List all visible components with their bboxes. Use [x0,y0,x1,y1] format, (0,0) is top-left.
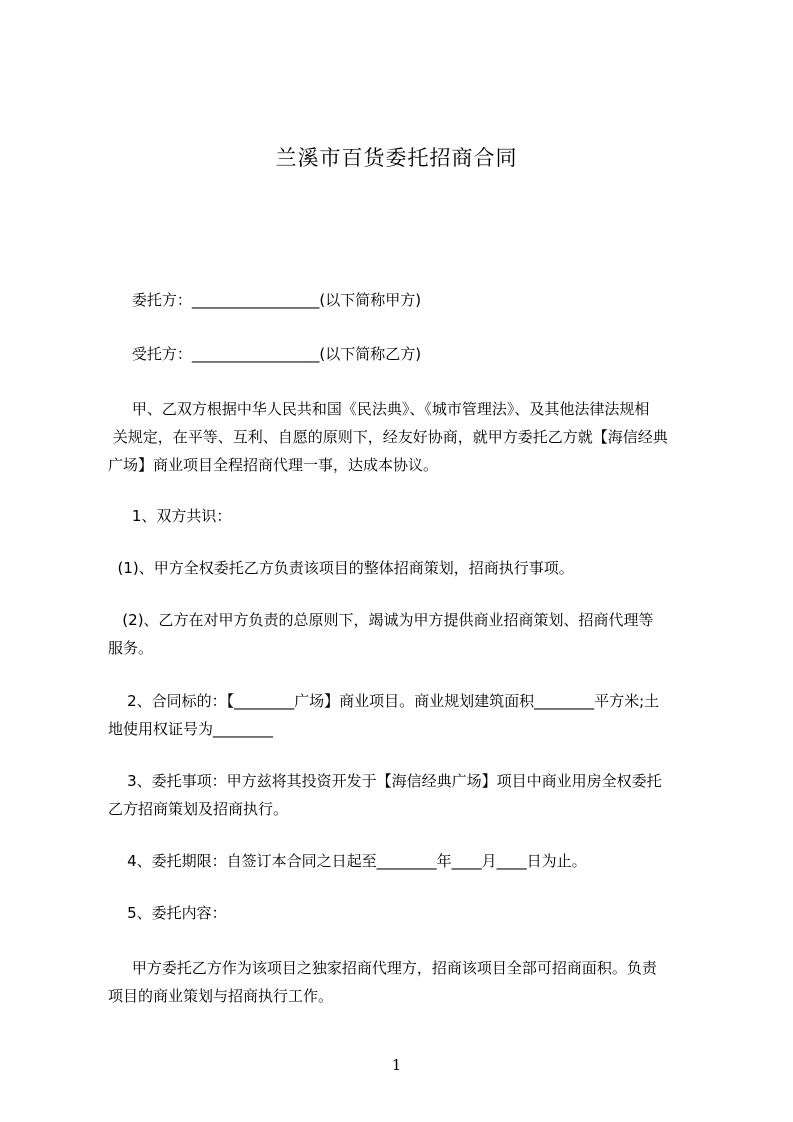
preamble-line: 广场】商业项目全程招商代理一事，达成本协议。 [108,456,439,474]
consensus-item-2: (2)、乙方在对甲方负责的总原则下，竭诚为甲方提供商业招商策划、招商代理等 [108,611,654,629]
clause-entrustment-period: 4、委托期限：自签订本合同之日起至________年____月____日为止。 [108,852,587,870]
clause-contract-subject: 2、合同标的：【________广场】商业项目。商业规划建筑面积________平方米;土 [108,692,660,710]
preamble-line: 甲、乙双方根据中华人民共和国《民法典》、《城市管理法》、及其他法律法规相 [108,400,650,418]
consensus-item-2: 服务。 [108,639,154,657]
section-heading-content: 5、委托内容： [108,904,227,922]
clause-entrusted-matters: 乙方招商策划及招商执行。 [108,800,289,818]
page-number: 1 [391,1056,402,1074]
consensus-item-1: (1)、甲方全权委托乙方负责该项目的整体招商策划，招商执行事项。 [108,559,574,577]
preamble-line: 关规定，在平等、互利、自愿的原则下，经友好协商，就甲方委托乙方就【海信经典 [108,428,668,446]
content-paragraph-line: 项目的商业策划与招商执行工作。 [108,987,334,1005]
clause-entrusted-party: 受托方：_________________(以下简称乙方) [108,345,422,363]
content-paragraph-line: 甲方委托乙方作为该项目之独家招商代理方，招商该项目全部可招商面积。负责 [108,959,657,977]
clause-contract-subject: 地使用权证号为________ [108,720,274,738]
clause-entrusted-matters: 3、委托事项：甲方兹将其投资开发于【海信经典广场】项目中商业用房全权委托 [108,772,662,790]
clause-entrusting-party: 委托方：_________________(以下简称甲方) [108,291,422,309]
section-heading-consensus: 1、双方共识： [108,507,232,525]
document-title: 兰溪市百货委托招商合同 [275,146,518,170]
